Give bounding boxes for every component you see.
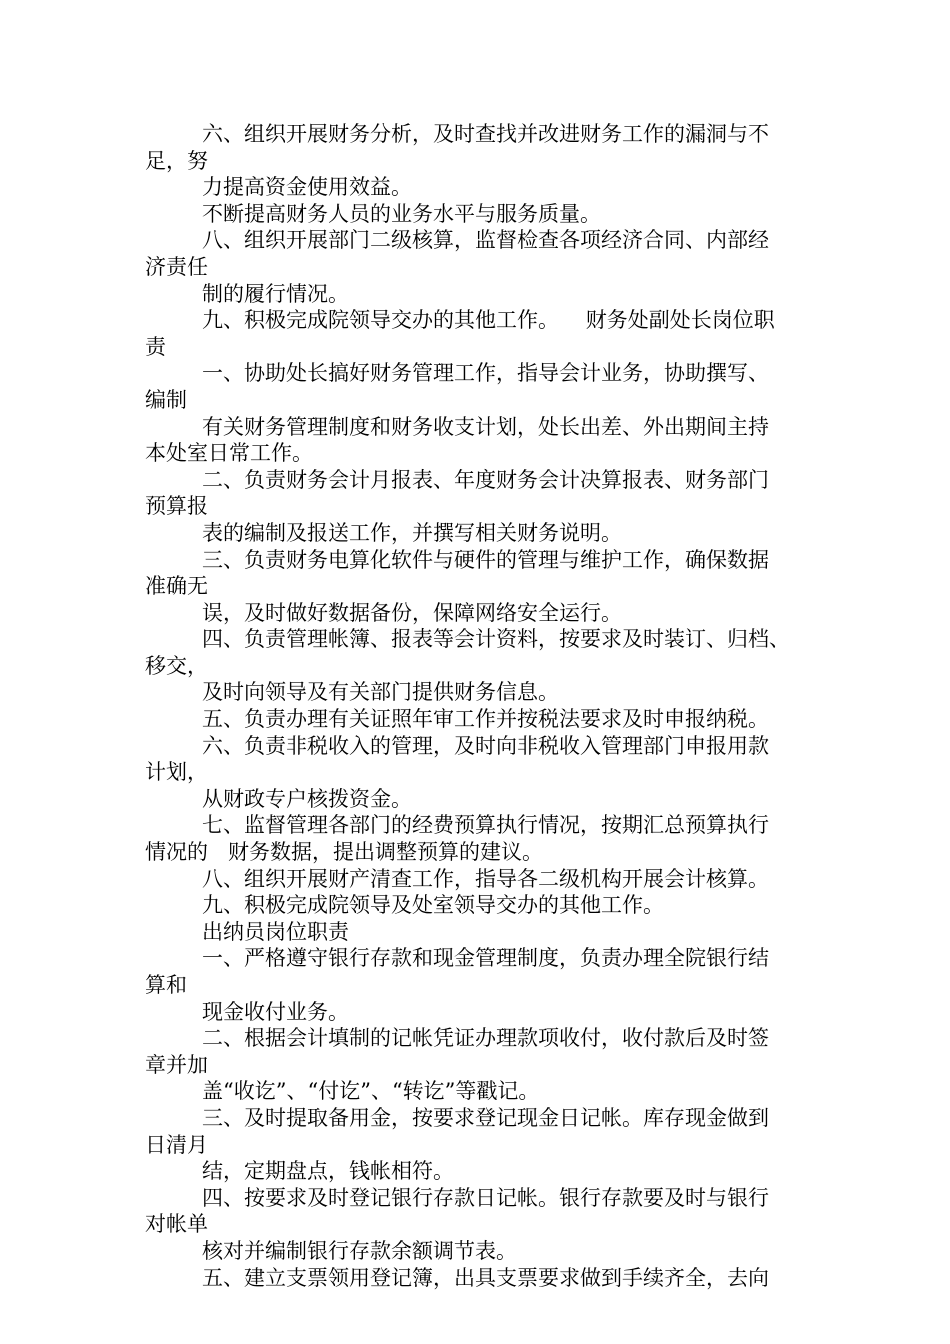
document-line: 有关财务管理制度和财务收支计划，处长出差、外出期间主持 (202, 414, 769, 439)
document-line: 一、严格遵守银行存款和现金管理制度，负责办理全院银行结 (202, 946, 769, 971)
document-line: 二、负责财务会计月报表、年度财务会计决算报表、财务部门 (202, 467, 769, 492)
document-line: 核对并编制银行存款余额调节表。 (202, 1238, 517, 1263)
document-line: 编制 (145, 387, 187, 412)
document-line: 六、负责非税收入的管理，及时向非税收入管理部门申报用款 (202, 733, 769, 758)
document-line: 五、负责办理有关证照年审工作并按税法要求及时申报纳税。 (202, 707, 769, 732)
document-body (145, 121, 825, 1291)
document-line: 八、组织开展财产清查工作，指导各二级机构开展会计核算。 (202, 866, 769, 891)
document-line: 七、监督管理各部门的经费预算执行情况，按期汇总预算执行 (202, 813, 769, 838)
document-line: 章并加 (145, 1052, 208, 1077)
document-line: 四、负责管理帐簿、报表等会计资料，按要求及时装订、归档、 (202, 627, 790, 652)
document-line: 现金收付业务。 (202, 999, 349, 1024)
document-line: 二、根据会计填制的记帐凭证办理款项收付，收付款后及时签 (202, 1026, 769, 1051)
document-line: 日清月 (145, 1132, 208, 1157)
document-line: 足，努 (145, 148, 208, 173)
document-line: 一、协助处长搞好财务管理工作，指导会计业务，协助撰写、 (202, 361, 769, 386)
document-line: 本处室日常工作。 (145, 441, 313, 466)
document-line: 济责任 (145, 254, 208, 279)
document-line: 结，定期盘点，钱帐相符。 (202, 1159, 454, 1184)
document-line: 对帐单 (145, 1212, 208, 1237)
document-line: 预算报 (145, 494, 208, 519)
document-line: 制的履行情况。 (202, 281, 349, 306)
document-line: 不断提高财务人员的业务水平与服务质量。 (202, 201, 601, 226)
document-line: 九、积极完成院领导交办的其他工作。 财务处副处长岗位职 (202, 308, 775, 333)
document-line: 九、积极完成院领导及处室领导交办的其他工作。 (202, 893, 664, 918)
document-line: 出纳员岗位职责 (202, 919, 349, 944)
document-line: 及时向领导及有关部门提供财务信息。 (202, 680, 559, 705)
document-line: 四、按要求及时登记银行存款日记帐。银行存款要及时与银行 (202, 1185, 769, 1210)
document-line: 表的编制及报送工作，并撰写相关财务说明。 (202, 520, 622, 545)
document-line: 三、负责财务电算化软件与硬件的管理与维护工作，确保数据 (202, 547, 769, 572)
document-line: 准确无 (145, 574, 208, 599)
document-line: 移交， (145, 653, 208, 678)
document-line: 误，及时做好数据备份，保障网络安全运行。 (202, 600, 622, 625)
document-line: 五、建立支票领用登记簿，出具支票要求做到手续齐全，去向 (202, 1265, 769, 1290)
document-line: 盖“收讫”、“付讫”、“转讫”等戳记。 (202, 1079, 540, 1104)
document-line: 从财政专户核拨资金。 (202, 786, 412, 811)
document-line: 情况的 财务数据，提出调整预算的建议。 (145, 840, 544, 865)
document-line: 责 (145, 334, 166, 359)
document-line: 算和 (145, 973, 187, 997)
document-line: 八、组织开展部门二级核算，监督检查各项经济合同、内部经 (202, 228, 769, 253)
document-line: 计划， (145, 760, 208, 785)
document-line: 三、及时提取备用金，按要求登记现金日记帐。库存现金做到 (202, 1105, 769, 1130)
document-line: 力提高资金使用效益。 (202, 175, 412, 200)
document-line: 六、组织开展财务分析，及时查找并改进财务工作的漏洞与不 (202, 122, 769, 146)
